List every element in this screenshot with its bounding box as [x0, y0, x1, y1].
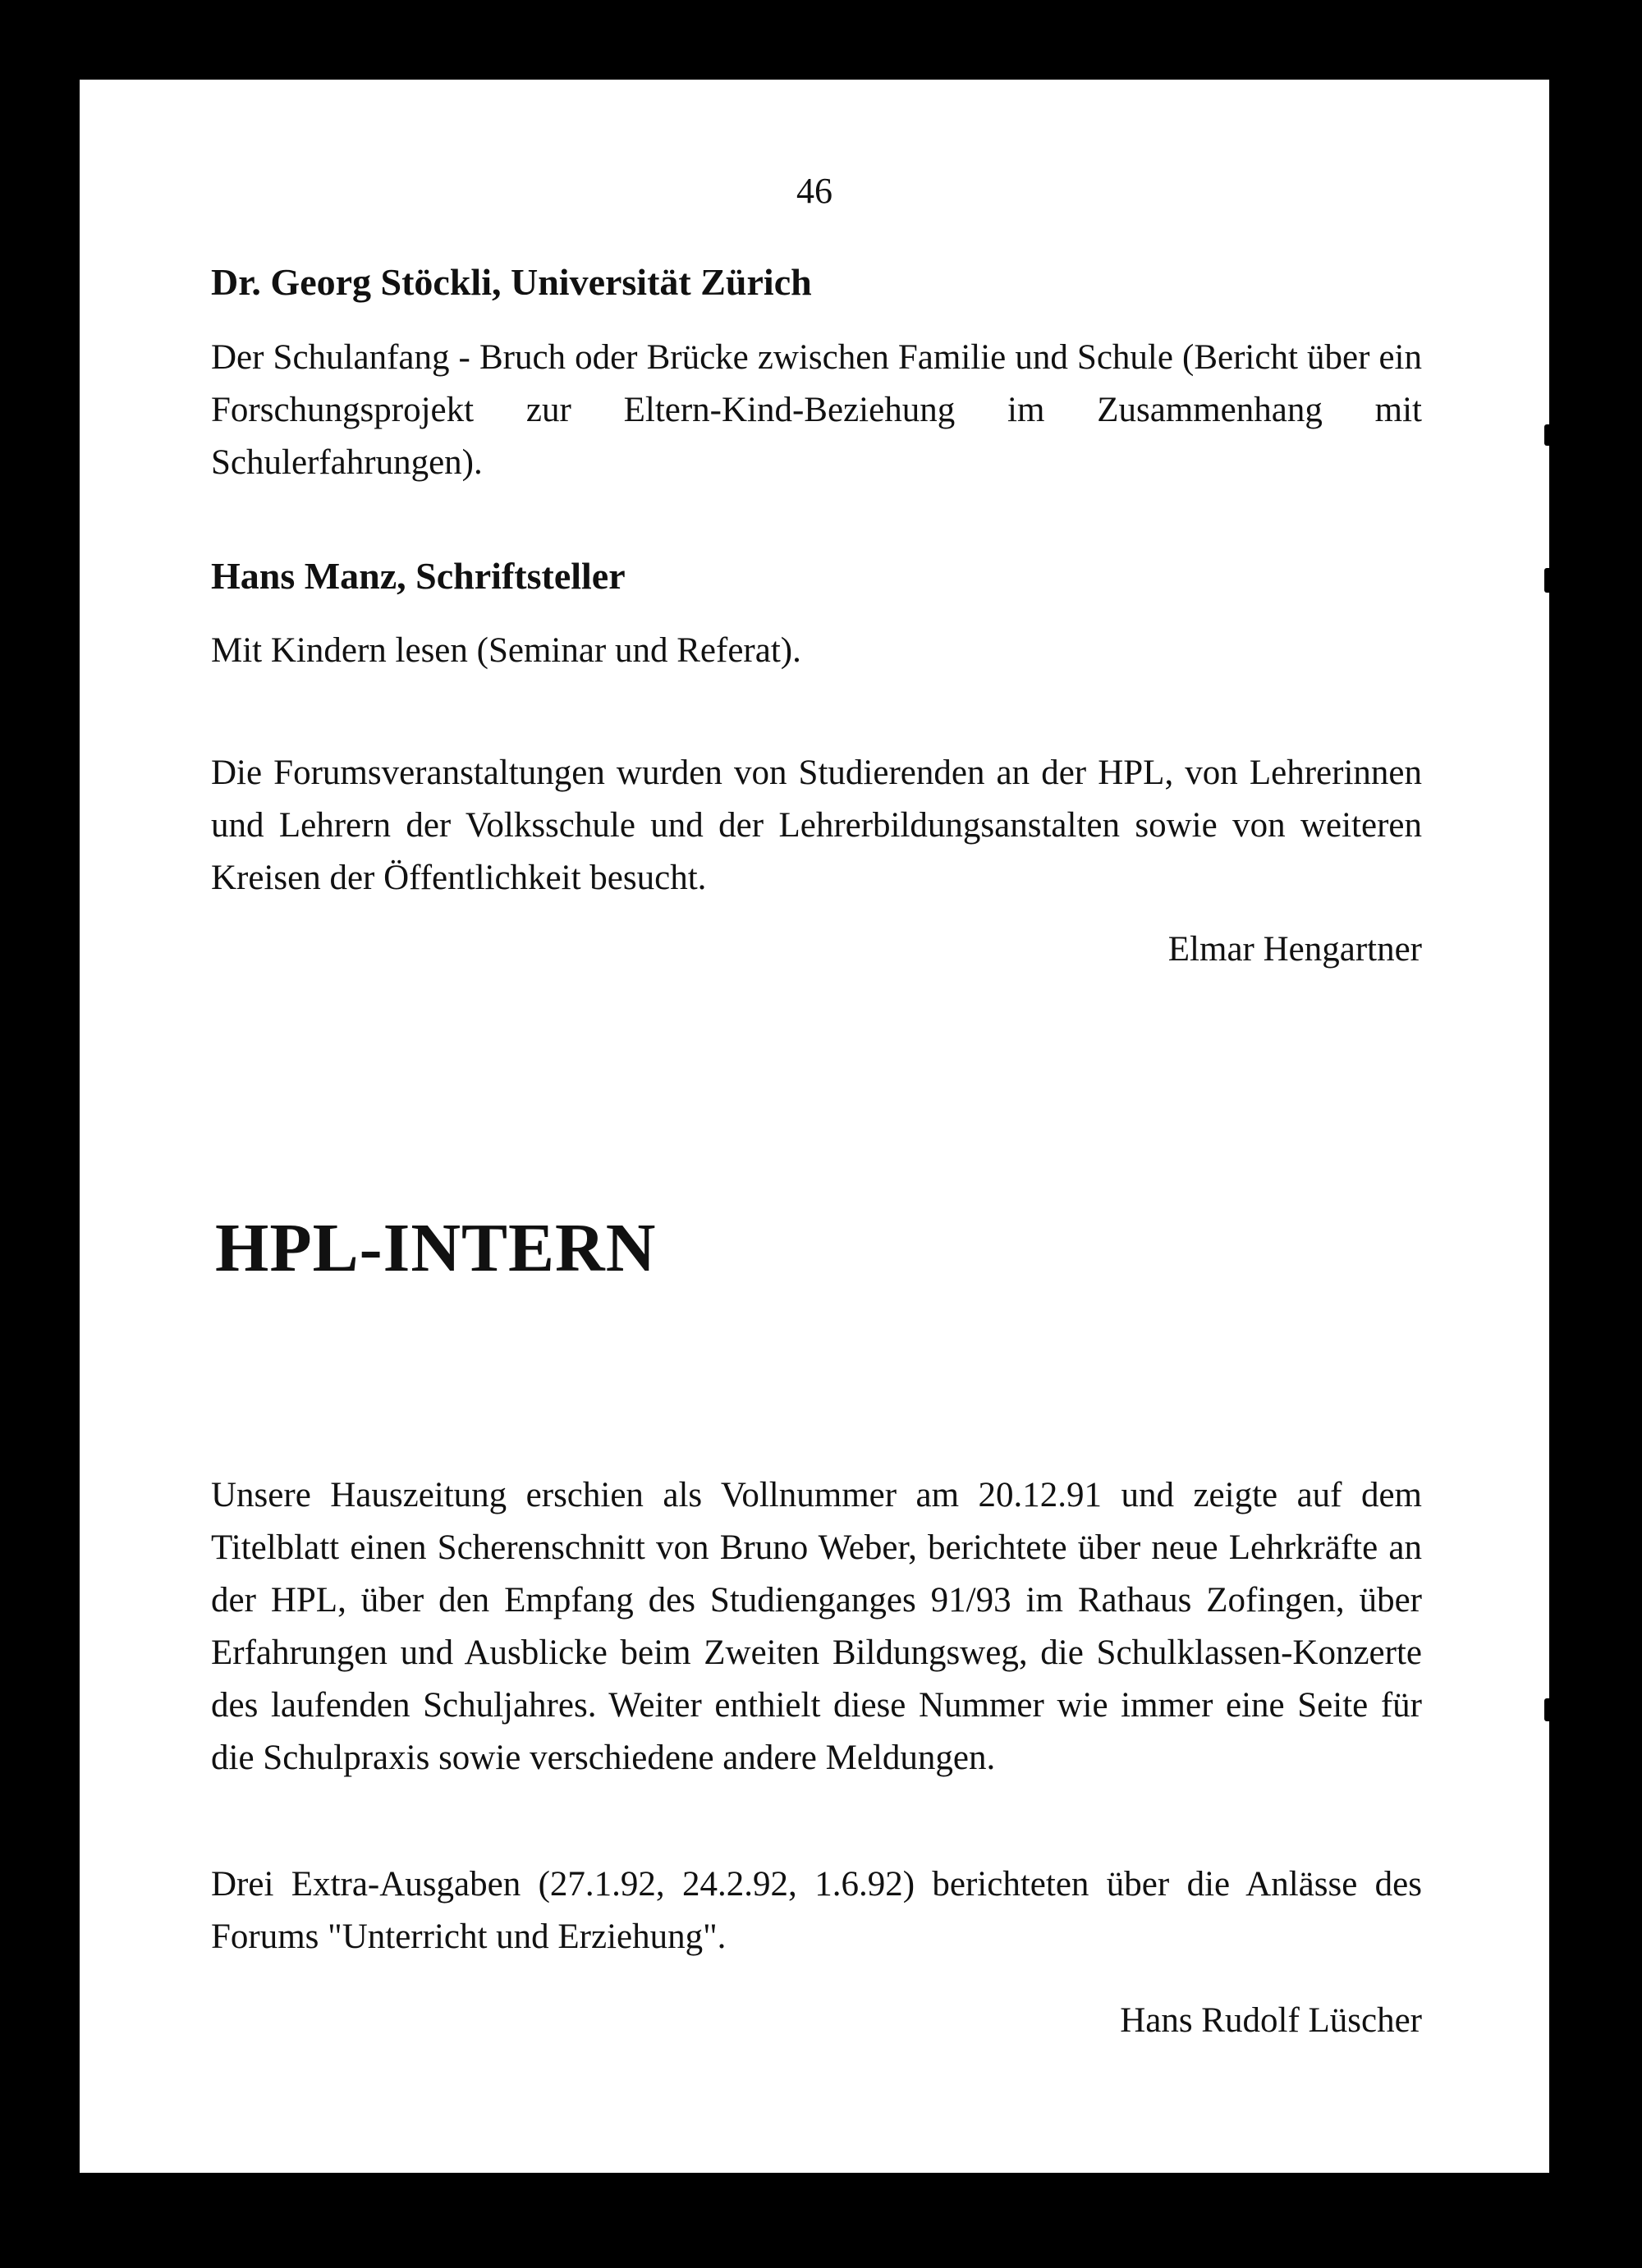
extra-editions-paragraph: Drei Extra-Ausgaben (27.1.92, 24.2.92, 1.6.92) berichteten über die Anlässe des Forums "Unterricht und Erziehung". — [211, 1865, 1422, 1956]
section-heading: HPL-INTERN — [215, 1210, 657, 1286]
presenter-topic-stoeckli: Der Schulanfang - Bruch oder Brücke zwischen Familie und Schule (Bericht über ein Forschungsprojekt zur Eltern-Kind-Beziehung im Zusammenhang mit Schulerfahrungen). — [211, 338, 1422, 482]
presenter-topic-manz: Mit Kindern lesen (Seminar und Referat). — [211, 631, 801, 670]
newsletter-paragraph: Unsere Hauszeitung erschien als Vollnummer am 20.12.91 und zeigte auf dem Titelblatt einen Scherenschnitt von Bruno Weber, berichtete über neue Lehrkräfte an der HPL, über den Empfang des Studienganges 91/93 im Rathaus Zofingen, über Erfahrungen und Ausblicke beim Zweiten Bildungsweg, die Schulklassen-Konzerte des laufenden Schuljahres. Weiter enthielt diese Nummer wie immer eine Seite für die Schulpraxis sowie verschiedene andere Meldungen. — [211, 1476, 1422, 1777]
section-signature: Hans Rudolf Lüscher — [1120, 2001, 1422, 2040]
scan-edge-mark — [1544, 424, 1553, 446]
scan-edge-mark — [1544, 568, 1553, 593]
forum-summary-paragraph: Die Forumsveranstaltungen wurden von Studierenden an der HPL, von Lehrerinnen und Lehrern der Volksschule und der Lehrerbildungsanstalten sowie von weiteren Kreisen der Öffentlichkeit besucht. — [211, 754, 1422, 897]
scan-edge-mark — [1544, 1698, 1553, 1721]
presenter-name-stoeckli: Dr. Georg Stöckli, Universität Zürich — [211, 261, 812, 303]
forum-signature: Elmar Hengartner — [1167, 930, 1422, 969]
document-page — [80, 80, 1549, 2173]
page-number: 46 — [796, 171, 832, 211]
presenter-name-manz: Hans Manz, Schriftsteller — [211, 555, 626, 597]
